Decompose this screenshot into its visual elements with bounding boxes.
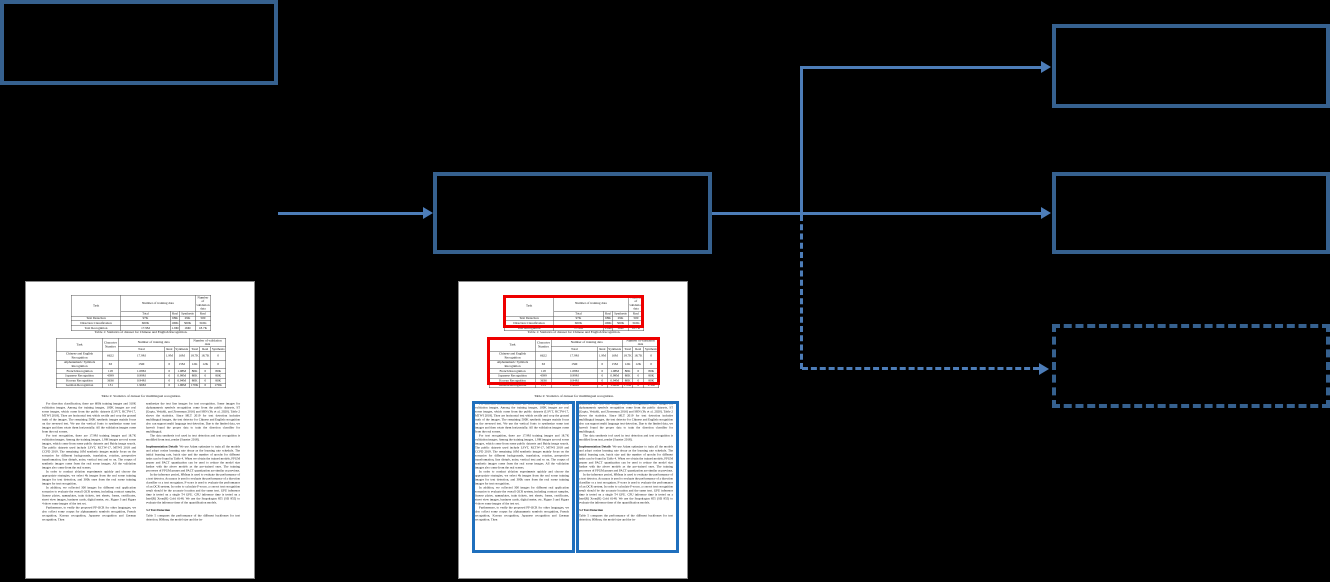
table-cell: 80K bbox=[211, 374, 226, 379]
table-cell: 100K bbox=[604, 321, 612, 325]
table-cell: 0.94M bbox=[118, 378, 165, 383]
table-cell: 4399 bbox=[103, 374, 118, 379]
paragraph: In addition, we collected 300 images for different real application scenarios to evaluate the overall OCR system, including contract samples, license plates, nameplates, train tickets, test sheets, forms, certificates, street view images, business cards, digital meter, etc. Figure 3 and Figure 4 show some images of the test set. bbox=[475, 485, 569, 506]
table-header-cell: Total bbox=[191, 347, 198, 351]
table-cell: 310K bbox=[628, 321, 644, 326]
table-cell: German Recognition bbox=[489, 383, 536, 388]
table-cell: 12K bbox=[200, 360, 211, 369]
text-column-right bbox=[146, 402, 240, 522]
table-cell: 0.94M bbox=[607, 378, 622, 383]
table-row bbox=[56, 383, 226, 388]
paper-page-original bbox=[25, 281, 255, 579]
table-header-cell: Total bbox=[118, 347, 165, 352]
table-cell: 80K bbox=[622, 369, 633, 374]
table-cell: 0.99M bbox=[118, 374, 165, 379]
table-cell: 1.9M bbox=[604, 326, 612, 330]
table-cell: 80K bbox=[189, 378, 200, 383]
table-header-cell: Number of validation data bbox=[629, 295, 643, 311]
table-cell: 97K bbox=[554, 316, 603, 321]
table-cell: 0 bbox=[165, 369, 175, 374]
paragraph: Implementation Details We use Adam optimizer to train all the models and adopt cosine learning rate decay as the learning rate schedule. The initial learning rate, batch size and the number of epochs for different tasks can be found in Table 4. When we obtain the trained models, FPGM pruner and PACT quantization can be used to reduce the model size further with the above models as the pre-trained ones. The training processes of FPGM pruner and PACT quantization are similar as previous. bbox=[146, 444, 241, 473]
highlight-box-table2-red bbox=[487, 337, 660, 385]
table-2-caption: Table 2: Statistics of dataset for multilingual recognition. bbox=[534, 394, 614, 398]
paragraph: Furthermore, to verify the proposed PP-OCR for other languages, we also collect some corpus for alphanumeric symbols recognition, French recognition, Korean recognition, Japanese recognition and German recognition. Then bbox=[42, 505, 136, 522]
connector-branch-up bbox=[800, 67, 803, 215]
table-header-cell: Total bbox=[624, 347, 631, 351]
table-cell: 600K bbox=[554, 321, 603, 326]
flow-box-output-top bbox=[1052, 24, 1330, 108]
table-cell: 310K bbox=[195, 321, 211, 326]
table-cell: 118 bbox=[536, 369, 551, 374]
table-cell: 3636 bbox=[536, 378, 551, 383]
paragraph: synthesize the text line images for text recognition. Some images for alphanumeric symbols recognition come from the public datasets, ST (Gupta, Vedaldi, and Zisserman 2016) and SRN (Yu et al. 2020). Table 2 shows the statistics. Since MLT 2019 for text detection includes multilingual images, the text detector for Chinese and English recognition also can support multi language text detection. Due to the limited data, we haven't found the proper data to train the direction classifier for multilingual. bbox=[579, 402, 673, 434]
table-cell: 170K bbox=[190, 383, 199, 388]
table-1-caption: Table 1: Statistics of dataset for Chinese and English Recognition. bbox=[94, 330, 188, 334]
table-cell: 16M bbox=[180, 326, 195, 331]
table-cell: 80K bbox=[189, 369, 200, 374]
table-cell: Chinese and English Recognition bbox=[489, 352, 536, 361]
table-header-cell: Number of training data bbox=[554, 295, 628, 311]
table-cell: 17.9M bbox=[121, 326, 170, 331]
flow-box-output-middle bbox=[1052, 172, 1330, 254]
table-cell: 18.7K bbox=[189, 352, 200, 361]
section-heading: 3.2 Text Detection bbox=[579, 508, 604, 512]
table-cell: 0 bbox=[165, 374, 175, 379]
table-cell: 500 bbox=[628, 316, 644, 321]
table-cell: 0.94M bbox=[174, 378, 189, 383]
table-cell: 4399 bbox=[536, 374, 551, 379]
table-cell: 170K bbox=[211, 383, 226, 388]
table-cell: 0 bbox=[165, 378, 175, 383]
table-cell: 1.9M bbox=[598, 352, 608, 361]
arrowhead-into-output-middle bbox=[1041, 207, 1051, 219]
table-cell: 1.96M bbox=[607, 383, 622, 388]
connector-input-to-process bbox=[278, 212, 425, 215]
table-cell: French Recognition bbox=[489, 369, 536, 374]
connector-to-output-top bbox=[800, 66, 1042, 69]
table-cell: 97K bbox=[121, 316, 170, 321]
table-cell: 0.94M bbox=[551, 378, 598, 383]
table-cell: 1.9M bbox=[165, 352, 175, 361]
paper-page-annotated bbox=[458, 281, 688, 579]
table-row bbox=[56, 352, 226, 361]
table-cell: 6622 bbox=[536, 352, 551, 361]
connector-to-output-dashed bbox=[802, 367, 1039, 370]
table-cell: 0 bbox=[633, 378, 644, 383]
arrowhead-into-process bbox=[423, 207, 433, 219]
table-cell: 0 bbox=[633, 369, 644, 374]
paragraph: In the inference period, HMean is used to evaluate the performance of a text detector. Accuracy is used to evaluate the performance of a direction classifier or a text recognizer. F-score is used to evaluate the performance of an OCR system. In order to calculate F-score, a correct text recognition result should be the accurate location and the same text. GPU inference time is tested on a single T4 GPU. CPU inference time is tested on a Intel(R) Xeon(R) Gold 6148. We use the Snapdragon 855 (SD 855) to evaluate the inference time of the quantification models. bbox=[579, 472, 673, 505]
table-cell: Text Recognition bbox=[504, 326, 554, 331]
table-header-cell: Total bbox=[551, 347, 598, 352]
table-cell: Text Detection bbox=[71, 316, 121, 321]
table-row bbox=[56, 338, 226, 347]
table-header-cell: Number of validation data bbox=[189, 338, 225, 347]
highlight-box-left-column-blue bbox=[472, 401, 575, 553]
flow-box-output-dashed bbox=[1052, 324, 1330, 408]
table-header-cell: Total bbox=[121, 311, 170, 316]
section-heading: 3.2 Text Detection bbox=[146, 508, 171, 512]
table-cell: 63 bbox=[536, 360, 551, 369]
table-cell: 18.7K bbox=[628, 326, 644, 331]
table-header-cell: Synthesis bbox=[644, 347, 658, 351]
table-header-cell: Real bbox=[200, 347, 211, 352]
table-cell: Direction Classification bbox=[504, 321, 554, 326]
paragraph: The data synthesis tool used in text detection and text recognition is modified from text_render (Sanster 2018). bbox=[146, 433, 240, 442]
paragraph: For direction classification, there are 600k training images and 310K validation images. Among the training images, 100K images are real scene images, which come from the public datasets (LSVT, RCTW-17, MTWI 2018). They are horizontal text which rectify and crop the ground truth of the images. The remaining 500K synthetic images mainly focus on the reversed test. We use the vertical fonts to synthesize some text images and then rotate them horizontally. All the validation images come from the real scenes. bbox=[475, 402, 569, 434]
table-cell: 0 bbox=[644, 352, 659, 361]
table-cell: Japanese Recognition bbox=[56, 374, 103, 379]
table-cell: 131 bbox=[536, 383, 551, 388]
table-header-cell: Task bbox=[56, 338, 103, 351]
table-cell: 170K bbox=[644, 383, 659, 388]
table-header-cell: Real bbox=[633, 347, 644, 352]
table-row bbox=[71, 321, 211, 326]
table-cell: 0 bbox=[200, 378, 211, 383]
table-cell: 500K bbox=[613, 321, 628, 326]
paragraph: In the inference period, HMean is used to evaluate the performance of a text detector. Accuracy is used to evaluate the performance of a direction classifier or a text recognizer. F-score is used to evaluate the performance of an OCR system. In order to calculate F-score, a correct text recognition result should be the accurate location and the same text. GPU inference time is tested on a single T4 GPU. CPU inference time is tested on a Intel(R) Xeon(R) Gold 6148. We use the Snapdragon 855 (SD 855) to evaluate the inference time of the quantification models. bbox=[146, 472, 240, 505]
table-row bbox=[56, 360, 226, 369]
highlight-box-table1-red bbox=[503, 295, 644, 328]
table-cell: 80K bbox=[644, 378, 659, 383]
arrowhead-into-output-dashed bbox=[1039, 363, 1049, 375]
table-cell: 100K bbox=[171, 321, 179, 325]
paragraph: Table 5 compares the performance of the different backbones for text detection. HMean, the model size and the in- bbox=[146, 513, 240, 522]
table-header-cell: Number of training data bbox=[118, 338, 189, 347]
table-cell: Chinese and English Recognition bbox=[56, 352, 103, 361]
table-cell: 0 bbox=[211, 352, 226, 361]
table-2-caption: Table 2: Statistics of dataset for multilingual recognition. bbox=[101, 394, 181, 398]
table-cell: German Recognition bbox=[56, 383, 103, 388]
table-cell: 0 bbox=[644, 360, 659, 369]
paragraph: For text recognition, there are 17.9M training images and 18.7K validation images. Among the training images, 1.9M images are real scene images, which come from some public datasets and Baidu image search. The public datasets used include LSVT, RCTW-17, MTWI 2018 and CCPD 2019. The remaining 16M synthetic images mainly focus on the scenarios for different backgrounds, translation, rotation, perspective transformation, line disturb, noise, vertical text and so on. The corpus of synthetic images come from the real scene images. All the validation images also come from the real scenes. bbox=[475, 433, 569, 470]
table-cell: 1.08M bbox=[551, 369, 598, 374]
table-header-cell: Task bbox=[489, 338, 536, 351]
table-cell: 18.7K bbox=[195, 326, 211, 331]
table-header-cell: Number of validation data bbox=[622, 338, 658, 347]
table-cell: 500 bbox=[195, 316, 211, 321]
page-content bbox=[26, 282, 255, 579]
table-header-cell: Character Number bbox=[103, 338, 118, 351]
table-cell: 80K bbox=[189, 374, 200, 379]
paragraph: In order to conduct ablation experiments quickly and choose the appropriate strategies, we select 4k images from the real scene training images for text detection, and 300k ones from the real scene training images for text recognition. bbox=[42, 469, 136, 486]
table-cell: 15M bbox=[174, 360, 189, 369]
table-cell: 15M bbox=[551, 360, 598, 369]
table-cell: 17.9M bbox=[551, 352, 598, 361]
table-row bbox=[71, 295, 211, 311]
table-cell: 1.9M bbox=[171, 326, 179, 330]
paragraph: Furthermore, to verify the proposed PP-OCR for other languages, we also collect some corpus for alphanumeric symbols recognition, French recognition, Korean recognition, Japanese recognition and German recognition. Then bbox=[475, 505, 569, 522]
table-cell: 131 bbox=[103, 383, 118, 388]
table-cell: 12K bbox=[622, 360, 633, 369]
table-cell: 1.08M bbox=[607, 369, 622, 374]
table-cell: 0 bbox=[200, 374, 211, 379]
table-header-cell: Real bbox=[599, 347, 606, 351]
table-cell: Alphanumeric Symbols Recognition bbox=[56, 360, 103, 369]
table-cell: 80K bbox=[211, 378, 226, 383]
table-header-cell: Number of validation data bbox=[196, 295, 210, 311]
table-cell: 0 bbox=[598, 360, 608, 369]
table-cell: 29K bbox=[180, 316, 195, 321]
table-cell: French Recognition bbox=[56, 369, 103, 374]
connector-branch-down-dashed bbox=[800, 215, 803, 369]
table-cell: 18.7K bbox=[622, 352, 633, 361]
table-cell: 16M bbox=[174, 352, 189, 361]
table-cell: 80K bbox=[644, 369, 659, 374]
table-header-cell: Total bbox=[554, 311, 603, 316]
table-header-cell: Synthesis bbox=[181, 311, 194, 316]
table-cell: 15M bbox=[607, 360, 622, 369]
table-cell: 0 bbox=[633, 383, 644, 388]
table-header-cell: Synthesis bbox=[211, 347, 225, 351]
table-cell: 6622 bbox=[103, 352, 118, 361]
table-header-cell: Synthesis bbox=[175, 347, 189, 351]
paragraph: For direction classification, there are 600k training images and 310K validation images. Among the training images, 100K images are real scene images, which come from the public datasets (LSVT, RCTW-17, MTWI 2018). They are horizontal text which rectify and crop the ground truth of the images. The remaining 500K synthetic images mainly focus on the reversed test. We use the vertical fonts to synthesize some text images and then rotate them horizontally. All the validation images come from the real scenes. bbox=[42, 402, 136, 434]
table-cell: Korean Recognition bbox=[489, 378, 536, 383]
table-header-cell: Number of training data bbox=[551, 338, 622, 347]
highlight-box-right-column-blue bbox=[576, 401, 679, 553]
table-header-cell: Character Number bbox=[536, 338, 551, 351]
table-cell: 18.7K bbox=[200, 352, 211, 361]
table-cell: 17.9M bbox=[118, 352, 165, 361]
table-cell: Alphanumeric Symbols Recognition bbox=[489, 360, 536, 369]
table-cell: 0.99M bbox=[551, 374, 598, 379]
table-cell: 17.9M bbox=[554, 326, 603, 331]
table-cell: 0 bbox=[598, 378, 608, 383]
table-cell: 63 bbox=[103, 360, 118, 369]
paragraph: The data synthesis tool used in text detection and text recognition is modified from text_render (Sanster 2018). bbox=[579, 433, 673, 442]
table-cell: 12K bbox=[189, 360, 200, 369]
arrowhead-into-output-top bbox=[1041, 61, 1051, 73]
table-cell: 18.7K bbox=[633, 352, 644, 361]
table-cell: 0 bbox=[211, 360, 226, 369]
dataset-table-1 bbox=[71, 295, 211, 331]
table-cell: Korean Recognition bbox=[56, 378, 103, 383]
table-cell: 80K bbox=[211, 369, 226, 374]
table-cell: 1.96M bbox=[118, 383, 165, 388]
table-cell: 80K bbox=[622, 378, 633, 383]
table-cell: 1.96M bbox=[551, 383, 598, 388]
table-cell: Direction Classification bbox=[71, 321, 121, 326]
flow-box-input bbox=[0, 0, 278, 85]
table-cell: 15M bbox=[118, 360, 165, 369]
table-cell: 500K bbox=[180, 321, 195, 326]
table-cell: 0 bbox=[598, 383, 608, 388]
table-cell: 16M bbox=[607, 352, 622, 361]
table-cell: 0.99M bbox=[174, 374, 189, 379]
table-cell: 1.08M bbox=[118, 369, 165, 374]
table-cell: 1.96M bbox=[174, 383, 189, 388]
table-cell: 0 bbox=[633, 374, 644, 379]
paragraph: For text recognition, there are 17.9M training images and 18.7K validation images. Among the training images, 1.9M images are real scene images, which come from some public datasets and Baidu image search. The public datasets used include LSVT, RCTW-17, MTWI 2018 and CCPD 2019. The remaining 16M synthetic images mainly focus on the scenarios for different backgrounds, translation, rotation, perspective transformation, line disturb, noise, vertical text and so on. The corpus of synthetic images come from the real scene images. All the validation images also come from the real scenes. bbox=[42, 433, 136, 470]
table-cell: 0 bbox=[200, 383, 211, 388]
table-header-cell: Real bbox=[166, 347, 173, 351]
table-cell: 0 bbox=[165, 383, 175, 388]
table-cell: 3636 bbox=[103, 378, 118, 383]
table-cell: Japanese Recognition bbox=[489, 374, 536, 379]
table-header-cell: Real bbox=[195, 311, 211, 316]
table-1-caption: Table 1: Statistics of dataset for Chinese and English Recognition. bbox=[527, 330, 621, 334]
table-cell: 0 bbox=[165, 360, 175, 369]
table-cell: Text Recognition bbox=[71, 326, 121, 331]
table-header-cell: Task bbox=[71, 295, 121, 316]
table-header-cell: Synthesis bbox=[614, 311, 627, 316]
table-header-cell: Real bbox=[628, 311, 644, 316]
table-header-cell: Real bbox=[604, 311, 612, 316]
table-header-cell: Task bbox=[504, 295, 554, 316]
table-cell: 0 bbox=[200, 369, 211, 374]
connector-process-to-output-middle bbox=[712, 212, 1042, 215]
table-cell: 16M bbox=[613, 326, 628, 331]
table-cell: 80K bbox=[622, 374, 633, 379]
table-cell: 0 bbox=[598, 369, 608, 374]
dataset-table-2 bbox=[56, 338, 226, 388]
paragraph: In addition, we collected 300 images for different real application scenarios to evaluate the overall OCR system, including contract samples, license plates, nameplates, train tickets, test sheets, forms, certificates, street view images, business cards, digital meter, etc. Figure 3 and Figure 4 show some images of the test set. bbox=[42, 485, 136, 506]
flow-box-process bbox=[433, 172, 712, 254]
paragraph: Table 5 compares the performance of the different backbones for text detection. HMean, the model size and the in- bbox=[579, 513, 673, 522]
table-cell: 0 bbox=[598, 374, 608, 379]
table-cell: Text Detection bbox=[504, 316, 554, 321]
text-column-left bbox=[42, 402, 136, 522]
table-cell: 68K bbox=[170, 316, 180, 321]
table-header-cell: Real bbox=[171, 311, 179, 316]
paragraph: Implementation Details We use Adam optimizer to train all the models and adopt cosine learning rate decay as the learning rate schedule. The initial learning rate, batch size and the number of epochs for different tasks can be found in Table 4. When we obtain the trained models, FPGM pruner and PACT quantization can be used to reduce the model size further with the above models as the pre-trained ones. The training processes of FPGM pruner and PACT quantization are similar as previous. bbox=[579, 444, 674, 473]
table-cell: 80K bbox=[644, 374, 659, 379]
table-header-cell: Number of training data bbox=[121, 295, 195, 311]
paragraph: In order to conduct ablation experiments quickly and choose the appropriate strategies, we select 4k images from the real scene training images for text detection, and 300k ones from the real scene training images for text recognition. bbox=[475, 469, 569, 486]
table-cell: 1.08M bbox=[174, 369, 189, 374]
table-cell: 68K bbox=[603, 316, 613, 321]
table-cell: 29K bbox=[613, 316, 628, 321]
table-cell: 12K bbox=[633, 360, 644, 369]
table-cell: 170K bbox=[623, 383, 632, 388]
paragraph: synthesize the text line images for text recognition. Some images for alphanumeric symbols recognition come from the public datasets, ST (Gupta, Vedaldi, and Zisserman 2016) and SRN (Yu et al. 2020). Table 2 shows the statistics. Since MLT 2019 for text detection includes multilingual images, the text detector for Chinese and English recognition also can support multi language text detection. Due to the limited data, we haven't found the proper data to train the direction classifier for multilingual. bbox=[146, 402, 240, 434]
table-header-cell: Synthesis bbox=[608, 347, 622, 351]
table-cell: 0.99M bbox=[607, 374, 622, 379]
table-cell: 600K bbox=[121, 321, 170, 326]
table-cell: 118 bbox=[103, 369, 118, 374]
